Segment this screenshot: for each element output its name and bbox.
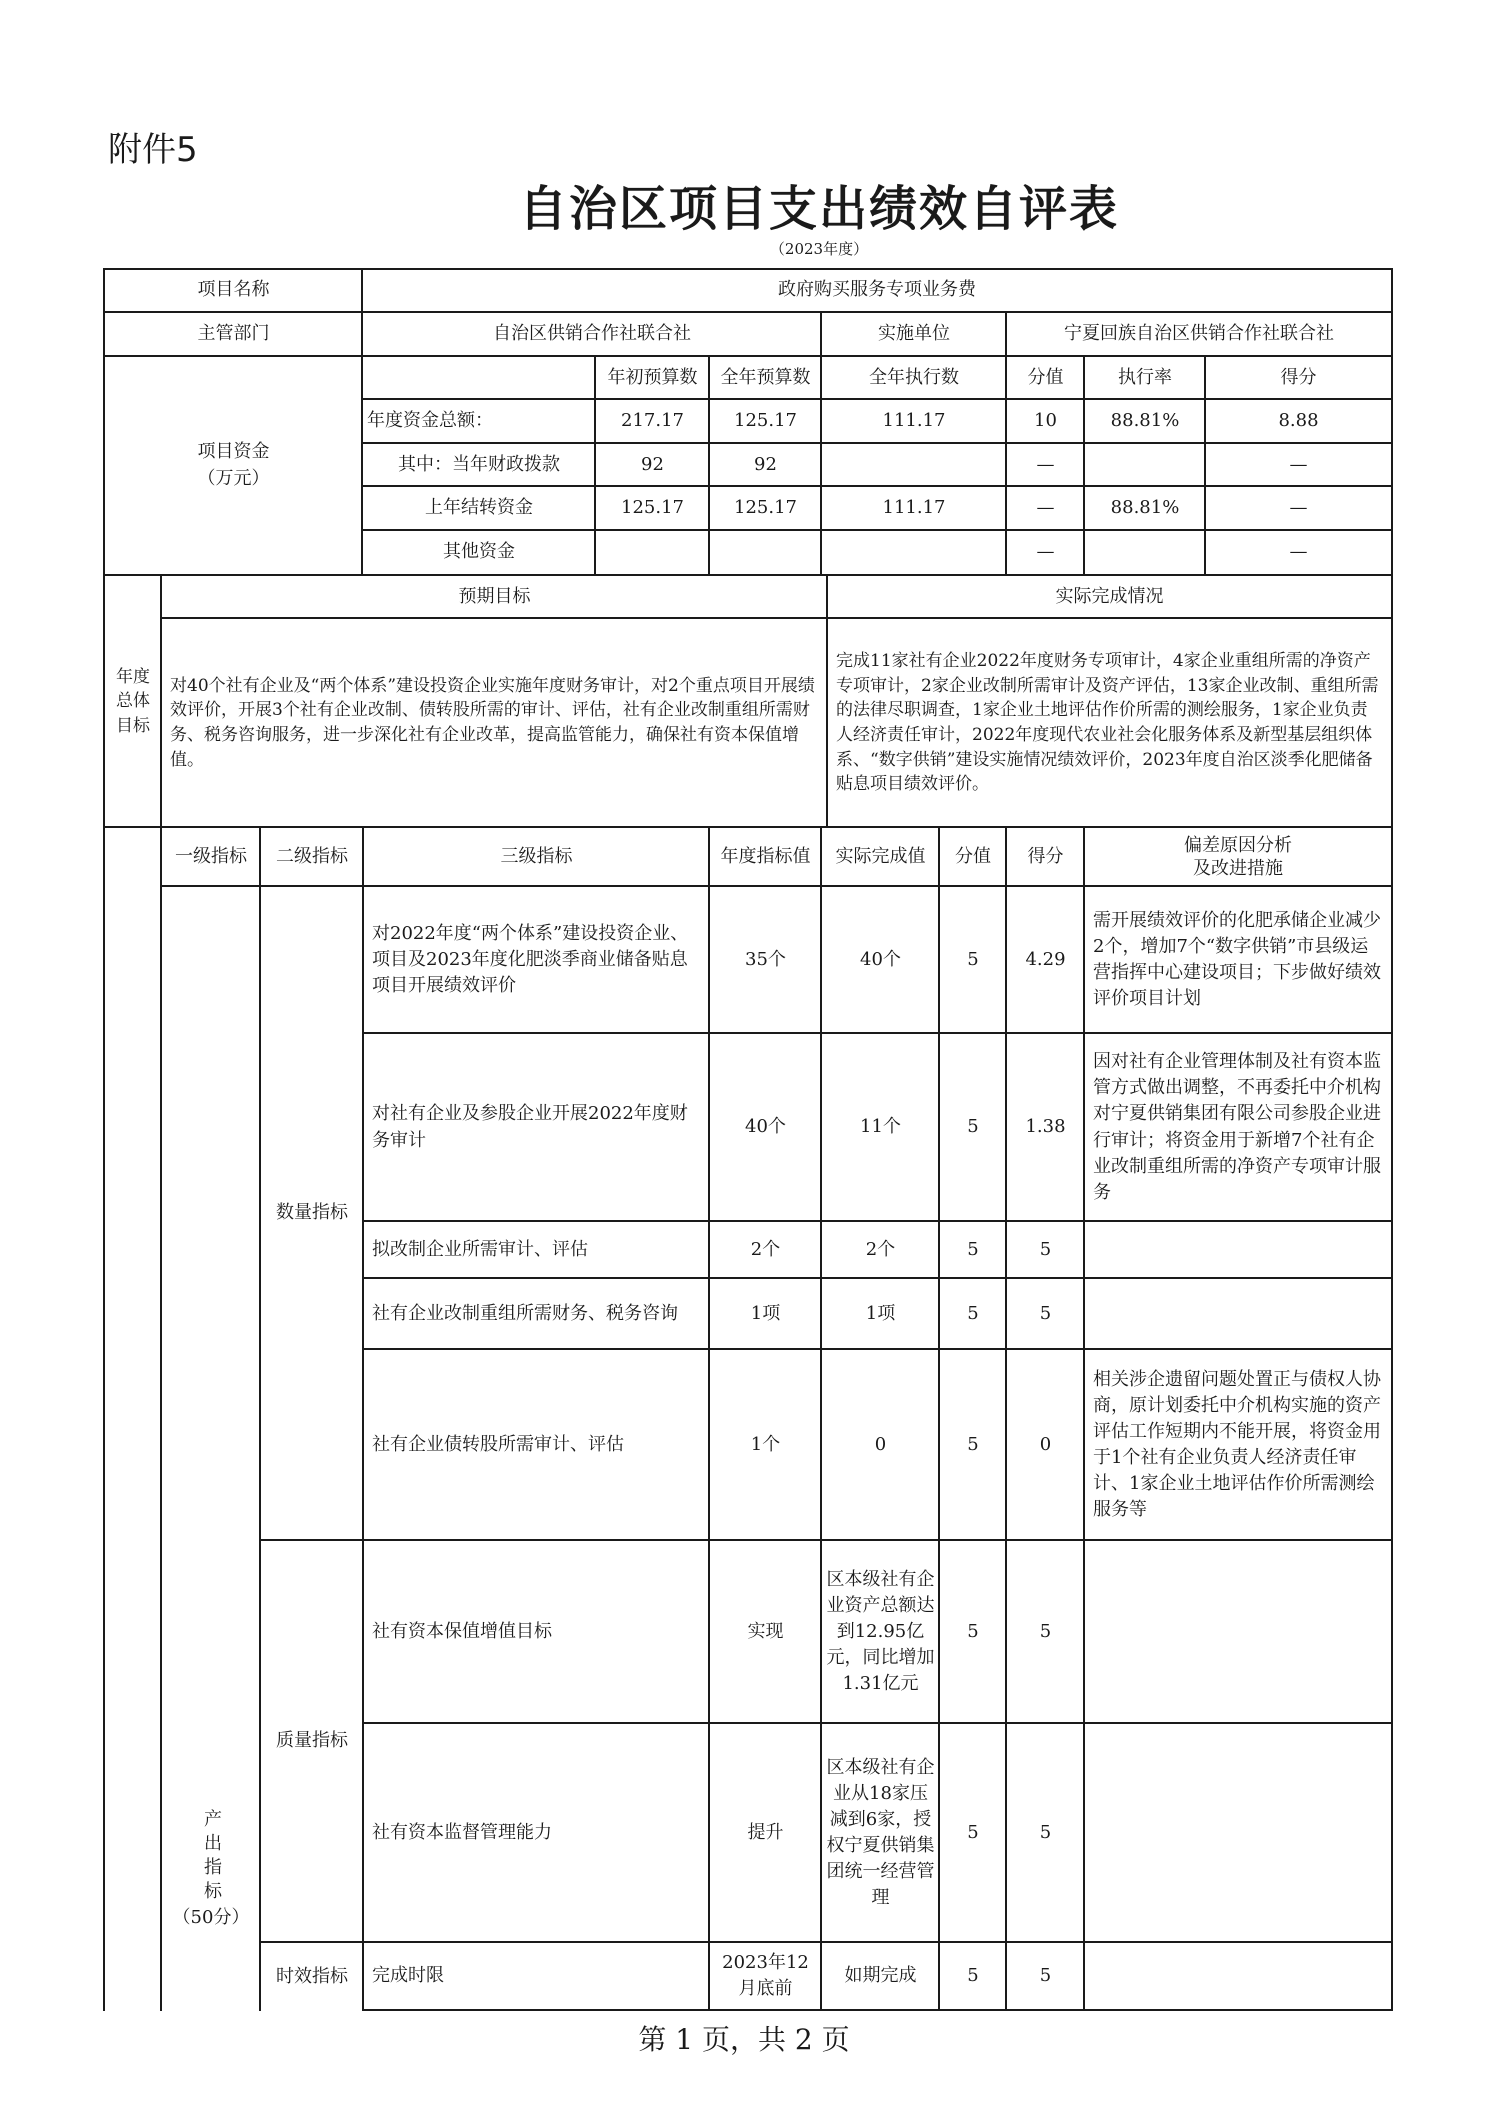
indicator-weight: 5 (938, 1722, 1008, 1944)
indicator-actual: 40个 (820, 885, 941, 1035)
indicator-name: 拟改制企业所需审计、评估 (362, 1220, 711, 1280)
indicator-actual: 1项 (820, 1277, 941, 1351)
actual-completion-header: 实际完成情况 (826, 574, 1393, 620)
indicator-score: 0 (1005, 1348, 1086, 1542)
indicator-name: 对2022年度“两个体系”建设投资企业、项目及2023年度化肥淡季商业储备贴息项目开展绩效评价 (362, 885, 711, 1035)
indicator-target: 1项 (708, 1277, 823, 1351)
indicator-target: 2023年12月底前 (708, 1941, 823, 2011)
indicator-target: 提升 (708, 1722, 823, 1944)
funds-row-annual: 92 (708, 442, 823, 489)
project-name-label: 项目名称 (103, 268, 364, 313)
funds-row-name: 其中：当年财政拨款 (361, 442, 597, 489)
level1-name: 产出指标 (201, 1808, 223, 1905)
indicator-actual: 区本级社有企业从18家压减到6家，授权宁夏供销集团统一经营管理 (820, 1722, 941, 1944)
indicator-score: 5 (1005, 1539, 1086, 1725)
funds-col-executed: 全年执行数 (820, 355, 1008, 401)
indicator-name: 完成时限 (362, 1941, 711, 2011)
funds-row-executed (820, 442, 1008, 489)
funds-col-initial: 年初预算数 (594, 355, 711, 401)
indicator-score: 5 (1005, 1220, 1086, 1280)
indicator-deviation-reason (1083, 1220, 1393, 1280)
indicator-weight: 5 (938, 1220, 1008, 1280)
indicator-deviation-reason: 需开展绩效评价的化肥承储企业减少2个，增加7个“数字供销”市县级运营指挥中心建设项目；下步做好绩效评价项目计划 (1083, 885, 1393, 1035)
header-annual-target: 年度指标值 (708, 826, 823, 888)
indicator-score: 4.29 (1005, 885, 1086, 1035)
header-score: 得分 (1005, 826, 1086, 888)
indicator-deviation-reason (1083, 1941, 1393, 2011)
expected-goal-text: 对40个社有企业及“两个体系”建设投资企业实施年度财务审计，对2个重点项目开展绩效评价，开展3个社有企业改制、债转股所需的审计、评估，社有企业改制重组所需财务、税务咨询服务，进一步深化社有企业改革，提高监管能力，确保社有资本保值增值。 (160, 617, 829, 829)
funds-row-rate: 88.81% (1083, 485, 1207, 532)
header-deviation-line1: 偏差原因分析 (1184, 834, 1292, 856)
indicator-deviation-reason (1083, 1539, 1393, 1725)
indicator-actual: 11个 (820, 1032, 941, 1223)
goals-label: 年度总体目标 (103, 574, 163, 829)
funds-row-rate: 88.81% (1083, 398, 1207, 445)
indicator-weight: 5 (938, 1539, 1008, 1725)
funds-row-score: — (1204, 485, 1393, 532)
indicator-name: 对社有企业及参股企业开展2022年度财务审计 (362, 1032, 711, 1223)
funds-row-name: 年度资金总额： (361, 398, 597, 445)
indicator-deviation-reason (1083, 1277, 1393, 1351)
header-actual-value: 实际完成值 (820, 826, 941, 888)
indicator-score: 1.38 (1005, 1032, 1086, 1223)
indicator-weight: 5 (938, 1348, 1008, 1542)
header-level2: 二级指标 (259, 826, 365, 888)
indicator-actual: 2个 (820, 1220, 941, 1280)
group-timeliness: 时效指标 (259, 1941, 365, 2011)
funds-row-name: 上年结转资金 (361, 485, 597, 532)
indicator-target: 35个 (708, 885, 823, 1035)
funds-col-score: 得分 (1204, 355, 1393, 401)
project-name-value: 政府购买服务专项业务费 (361, 268, 1393, 313)
indicator-score: 5 (1005, 1277, 1086, 1351)
indicator-target: 1个 (708, 1348, 823, 1542)
header-weight: 分值 (938, 826, 1008, 888)
indicator-name: 社有资本保值增值目标 (362, 1539, 711, 1725)
indicator-weight: 5 (938, 1277, 1008, 1351)
indicator-target: 2个 (708, 1220, 823, 1280)
funds-row-score: — (1204, 442, 1393, 489)
funds-col-annual: 全年预算数 (708, 355, 823, 401)
indicator-deviation-reason: 相关涉企遗留问题处置正与债权人协商，原计划委托中介机构实施的资产评估工作短期内不能开展，将资金用于1个社有企业负责人经济责任审计、1家企业土地评估作价所需测绘服务等 (1083, 1348, 1393, 1542)
dept-value: 自治区供销合作社联合社 (361, 311, 823, 357)
funds-header-blank (361, 355, 597, 401)
funds-row-score-value: — (1005, 529, 1086, 576)
funds-row-annual: 125.17 (708, 398, 823, 445)
impl-value: 宁夏回族自治区供销合作社联合社 (1005, 311, 1393, 357)
funds-row-initial: 217.17 (594, 398, 711, 445)
funds-row-rate (1083, 529, 1207, 576)
funds-row-initial (594, 529, 711, 576)
indicator-actual: 如期完成 (820, 1941, 941, 2011)
indicator-name: 社有企业改制重组所需财务、税务咨询 (362, 1277, 711, 1351)
indicator-actual: 区本级社有企业资产总额达到12.95亿元，同比增加1.31亿元 (820, 1539, 941, 1725)
funds-row-score: 8.88 (1204, 398, 1393, 445)
indicators-outer-column (103, 826, 163, 2011)
indicator-target: 实现 (708, 1539, 823, 1725)
funds-row-annual (708, 529, 823, 576)
indicator-score: 5 (1005, 1722, 1086, 1944)
expected-goal-header: 预期目标 (160, 574, 829, 620)
attachment-label: 附件5 (108, 130, 198, 170)
actual-completion-text: 完成11家社有企业2022年度财务专项审计，4家企业重组所需的净资产专项审计，2家企业改制所需审计及资产评估，13家企业改制、重组所需的法律尽职调查，1家企业土地评估作价所需的测绘服务，1家企业负责人经济责任审计，2022年度现代农业社会化服务体系及新型基层组织体系、“数字供销”建设实施情况绩效评价，2023年度自治区淡季化肥储备贴息项目绩效评价。 (826, 617, 1393, 829)
funds-row-annual: 125.17 (708, 485, 823, 532)
indicator-deviation-reason (1083, 1722, 1393, 1944)
indicator-weight: 5 (938, 885, 1008, 1035)
indicator-name: 社有企业债转股所需审计、评估 (362, 1348, 711, 1542)
funds-row-executed: 111.17 (820, 398, 1008, 445)
funds-row-name: 其他资金 (361, 529, 597, 576)
indicator-weight: 5 (938, 1941, 1008, 2011)
funds-row-initial: 125.17 (594, 485, 711, 532)
funds-row-executed (820, 529, 1008, 576)
year-label: （2023年度） (769, 240, 869, 258)
level1-output-indicator (160, 885, 262, 2011)
indicator-deviation-reason: 因对社有企业管理体制及社有资本监管方式做出调整，不再委托中介机构对宁夏供销集团有限公司参股企业进行审计；将资金用于新增7个社有企业改制重组所需的净资产专项审计服务 (1083, 1032, 1393, 1223)
indicator-weight: 5 (938, 1032, 1008, 1223)
indicator-name: 社有资本监督管理能力 (362, 1722, 711, 1944)
header-deviation (1083, 826, 1393, 888)
group-quantity: 数量指标 (259, 885, 365, 1542)
level1-score: （50分） (172, 1906, 250, 1928)
funds-row-initial: 92 (594, 442, 711, 489)
funds-label-line2: （万元） (197, 467, 270, 489)
funds-label-line1: 项目资金 (197, 441, 270, 463)
group-quality: 质量指标 (259, 1539, 365, 1944)
page-number: 第 1 页，共 2 页 (638, 2023, 850, 2056)
header-level3: 三级指标 (362, 826, 711, 888)
funds-row-rate (1083, 442, 1207, 489)
impl-label: 实施单位 (820, 311, 1008, 357)
indicator-target: 40个 (708, 1032, 823, 1223)
header-deviation-line2: 及改进措施 (1193, 858, 1283, 879)
funds-row-score-value: — (1005, 442, 1086, 489)
indicator-actual: 0 (820, 1348, 941, 1542)
indicator-score: 5 (1005, 1941, 1086, 2011)
funds-label (103, 355, 364, 576)
funds-col-score-value: 分值 (1005, 355, 1086, 401)
funds-row-executed: 111.17 (820, 485, 1008, 532)
header-level1: 一级指标 (160, 826, 262, 888)
funds-col-rate: 执行率 (1083, 355, 1207, 401)
funds-row-score-value: 10 (1005, 398, 1086, 445)
page-title: 自治区项目支出绩效自评表 (518, 181, 1119, 237)
funds-row-score: — (1204, 529, 1393, 576)
dept-label: 主管部门 (103, 311, 364, 357)
funds-row-score-value: — (1005, 485, 1086, 532)
